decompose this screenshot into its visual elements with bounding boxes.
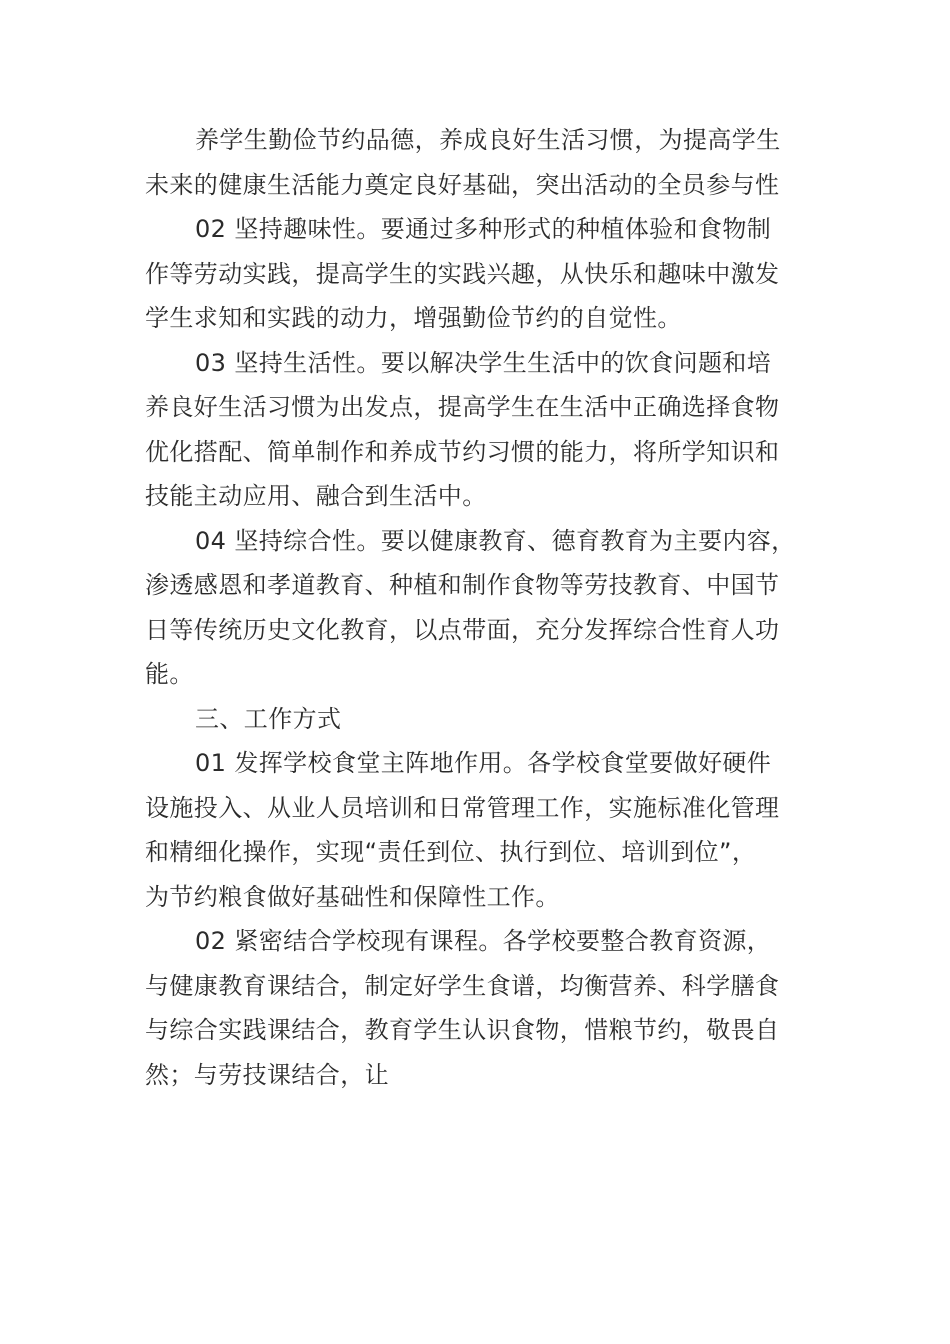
section-heading-work-methods: 三、工作方式 bbox=[195, 704, 342, 733]
text-line: 养良好生活习惯为出发点，提高学生在生活中正确选择食物 bbox=[145, 393, 780, 421]
paragraph-02-curriculum: 02 紧密结合学校现有课程。各学校要整合教育资源， bbox=[195, 927, 772, 955]
text-line: 学生求知和实践的动力，增强勤俭节约的自觉性。 bbox=[145, 304, 682, 332]
text-line: 设施投入、从业人员培训和日常管理工作，实施标准化管理 bbox=[145, 793, 780, 822]
text-line: 渗透感恩和孝道教育、种植和制作食物等劳技教育、中国节 bbox=[145, 571, 780, 599]
paragraph-03-life: 03 坚持生活性。要以解决学生生活中的饮食问题和培 bbox=[195, 348, 772, 377]
text-line: 日等传统历史文化教育，以点带面，充分发挥综合性育人功 bbox=[145, 615, 780, 644]
paragraph-02-interest: 02 坚持趣味性。要通过多种形式的种植体验和食物制 bbox=[195, 215, 772, 243]
text-line: 优化搭配、简单制作和养成节约习惯的能力，将所学知识和 bbox=[145, 437, 780, 466]
text-line: 与健康教育课结合，制定好学生食谱，均衡营养、科学膳食 bbox=[145, 971, 780, 1000]
text-line: 和精细化操作，实现“责任到位、执行到位、培训到位”， bbox=[145, 838, 757, 866]
text-line: 未来的健康生活能力奠定良好基础，突出活动的全员参与性 bbox=[145, 170, 780, 199]
document-page bbox=[145, 118, 810, 1097]
paragraph-01-canteen: 01 发挥学校食堂主阵地作用。各学校食堂要做好硬件 bbox=[195, 749, 772, 777]
text-line: 技能主动应用、融合到生活中。 bbox=[145, 482, 487, 510]
text-line: 为节约粮食做好基础性和保障性工作。 bbox=[145, 882, 560, 911]
text-line: 养学生勤俭节约品德，养成良好生活习惯，为提高学生 bbox=[195, 126, 781, 154]
text-line: 作等劳动实践，提高学生的实践兴趣，从快乐和趣味中激发 bbox=[145, 259, 780, 288]
text-line: 与综合实践课结合，教育学生认识食物，惜粮节约，敬畏自 bbox=[145, 1016, 780, 1044]
text-line: 然；与劳技课结合，让 bbox=[145, 1060, 389, 1089]
paragraph-04-comprehensive: 04 坚持综合性。要以健康教育、德育教育为主要内容， bbox=[195, 526, 796, 555]
text-line: 能。 bbox=[145, 660, 194, 688]
